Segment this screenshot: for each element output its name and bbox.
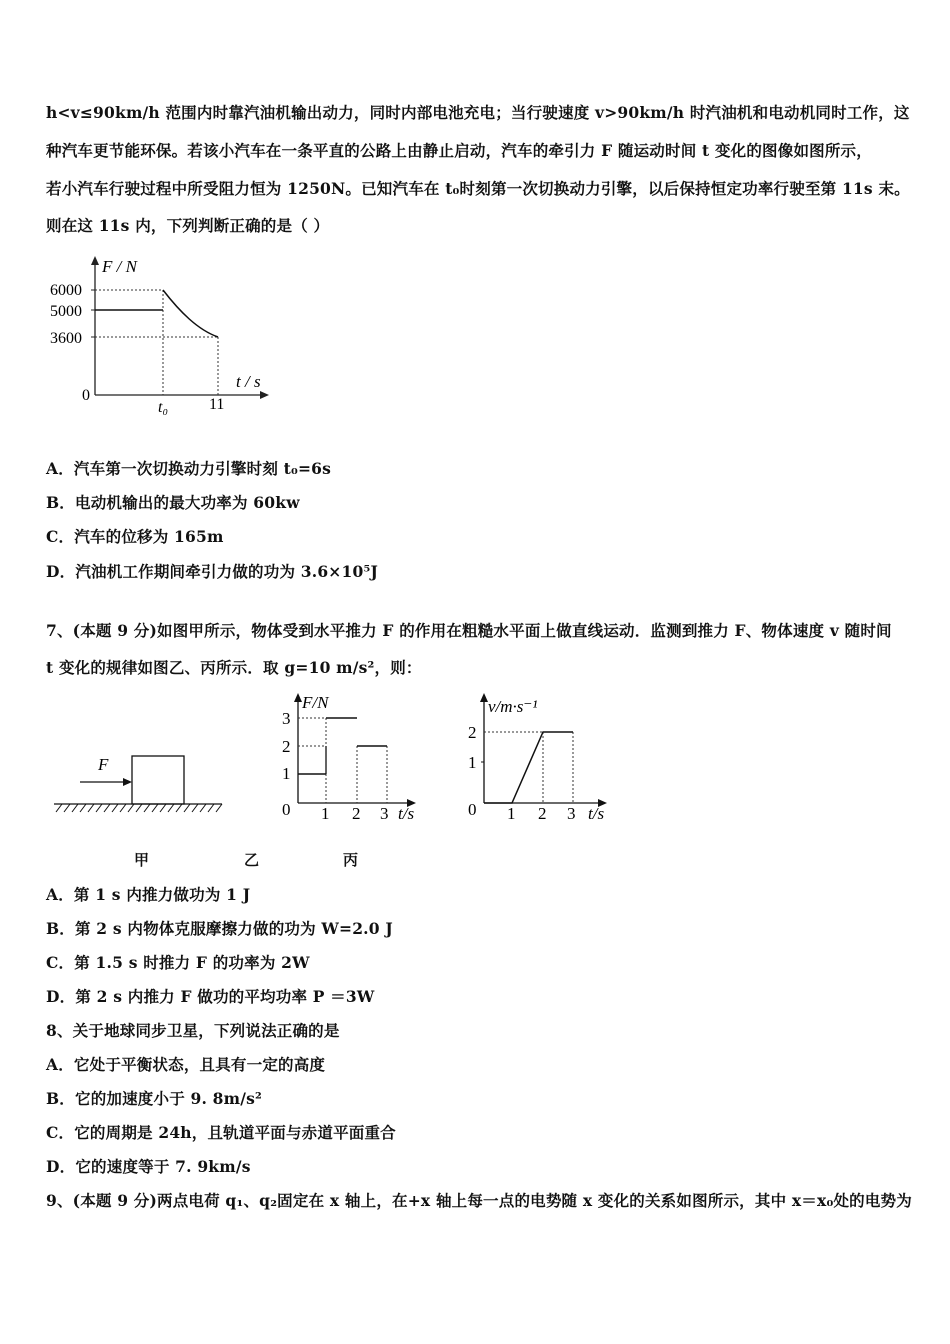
q6-stem-line-4: 则在这 11s 内，下列判断正确的是（ ）: [46, 216, 330, 235]
q7c-xlabel: t/s: [588, 804, 605, 823]
q7b-xtick-1: 1: [321, 804, 330, 823]
q7-caption-jia: 甲: [134, 851, 150, 869]
q7-option-b: B．第 2 s 内物体克服摩擦力做的功为 W=2.0 J: [46, 919, 393, 938]
q6-stem-line-1: h<v≤90km/h 范围内时靠汽油机输出动力，同时内部电池充电；当行驶速度 v>90km/h 时汽油机和电动机同时工作，这: [46, 103, 910, 122]
q6-option-a: A．汽车第一次切换动力引擎时刻 t₀=6s: [46, 459, 332, 478]
q7b-xtick-3: 3: [380, 804, 389, 823]
q6-decreasing-force-curve: [163, 290, 218, 337]
q7c-xtick-3: 3: [567, 804, 576, 823]
q8-stem: 8、关于地球同步卫星，下列说法正确的是: [46, 1021, 340, 1040]
q7-caption-bing: 丙: [343, 851, 359, 869]
q7c-ytick-2: 2: [468, 723, 477, 742]
q7b-xlabel: t/s: [398, 804, 415, 823]
q6-ylabel: F / N: [102, 257, 137, 276]
q7-block: [132, 756, 184, 804]
q6-option-c: C．汽车的位移为 165m: [46, 527, 224, 546]
q6-stem-line-3: 若小汽车行驶过程中所受阻力恒为 1250N。已知汽车在 t₀时刻第一次切换动力引擎，以后保持恒定功率行驶至第 11s 末。: [46, 179, 910, 198]
q7b-origin: 0: [282, 800, 291, 819]
q8-option-c: C．它的周期是 24h，且轨道平面与赤道平面重合: [46, 1123, 396, 1142]
q7c-xtick-1: 1: [507, 804, 516, 823]
q7-option-c: C．第 1.5 s 时推力 F 的功率为 2W: [46, 953, 310, 972]
q7b-ytick-3: 3: [282, 709, 291, 728]
q6-ytick-3600: 3600: [50, 330, 82, 347]
q6-option-b: B．电动机输出的最大功率为 60kw: [46, 493, 300, 512]
q6-xlabel: t / s: [236, 372, 261, 391]
q7c-velocity-line: [484, 732, 573, 803]
q7-fig-force-time-graph: [276, 690, 436, 825]
q6-stem-line-2: 种汽车更节能环保。若该小汽车在一条平直的公路上由静止启动，汽车的牵引力 F 随运动时间 t 变化的图像如图所示，: [46, 141, 872, 160]
q7-option-a: A．第 1 s 内推力做功为 1 J: [46, 885, 251, 904]
q7-stem-line-2: t 变化的规律如图乙、丙所示．取 g=10 m/s²，则：: [46, 658, 422, 677]
q6-origin: 0: [82, 387, 90, 404]
q6-ytick-5000: 5000: [50, 303, 82, 320]
q7c-ylabel: v/m·s⁻¹: [488, 697, 538, 716]
q7b-xtick-2: 2: [352, 804, 361, 823]
q7c-ytick-1: 1: [468, 753, 477, 772]
q7-caption-yi: 乙: [244, 851, 260, 869]
q7-option-d: D．第 2 s 内推力 F 做功的平均功率 P ＝3W: [46, 987, 375, 1006]
q7-fig-block-diagram: [50, 748, 240, 818]
q6-force-time-graph: [40, 250, 280, 420]
q7b-ytick-2: 2: [282, 737, 291, 756]
q8-option-d: D．它的速度等于 7. 9km/s: [46, 1157, 251, 1176]
q8-option-b: B．它的加速度小于 9. 8m/s²: [46, 1089, 263, 1108]
q7-stem-line-1: 7、(本题 9 分)如图甲所示，物体受到水平推力 F 的作用在粗糙水平面上做直线运动．监测到推力 F、物体速度 v 随时间: [46, 621, 892, 640]
q7b-ytick-1: 1: [282, 764, 291, 783]
q7c-xtick-2: 2: [538, 804, 547, 823]
q8-option-a: A．它处于平衡状态，且具有一定的高度: [46, 1055, 326, 1074]
q6-option-d: D．汽油机工作期间牵引力做的功为 3.6×10⁵J: [46, 562, 378, 581]
q7-force-label: F: [98, 755, 109, 774]
q7c-origin: 0: [468, 800, 477, 819]
q7b-ylabel: F/N: [302, 693, 329, 712]
q9-stem: 9、(本题 9 分)两点电荷 q₁、q₂固定在 x 轴上，在+x 轴上每一点的电势随 x 变化的关系如图所示，其中 x＝x₀处的电势为: [46, 1191, 912, 1210]
q6-xtick-11: 11: [209, 396, 225, 413]
q6-xtick-t0: t₀: [158, 399, 169, 416]
q7-fig-velocity-time-graph: [462, 690, 632, 825]
q6-ytick-6000: 6000: [50, 282, 82, 299]
